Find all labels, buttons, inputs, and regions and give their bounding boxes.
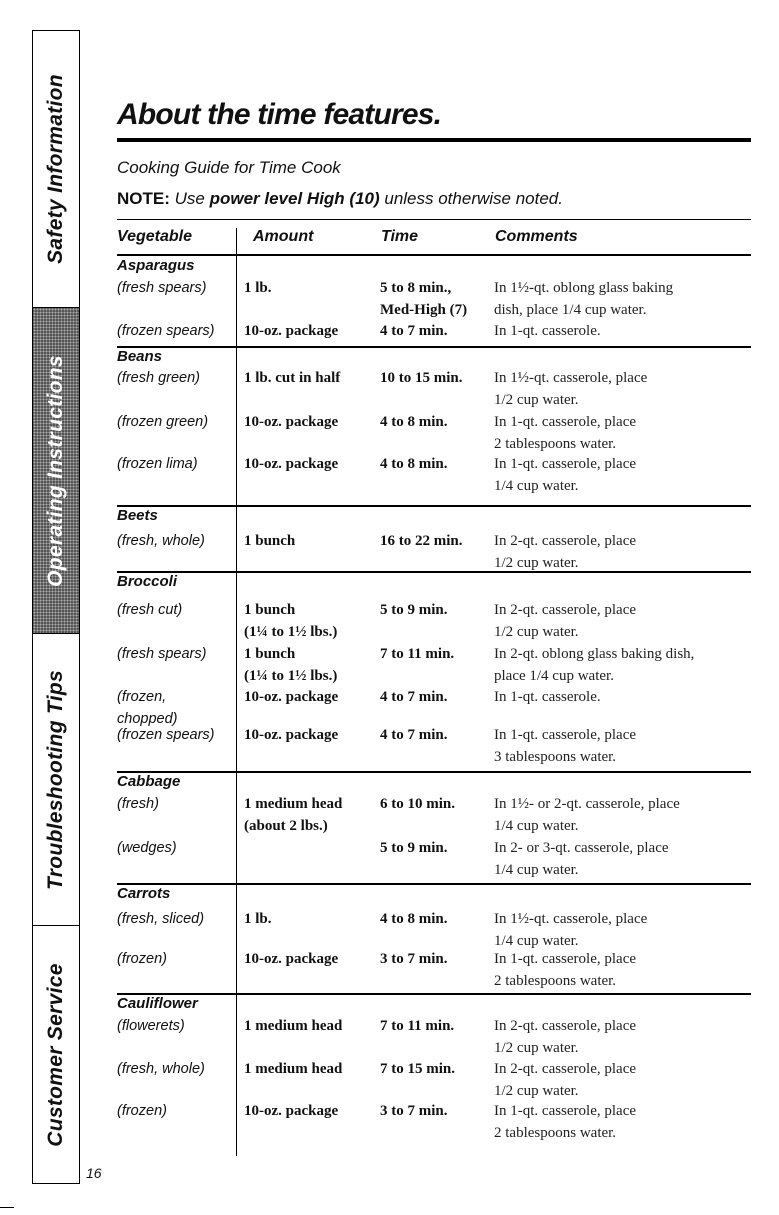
- time-cell: 7 to 15 min.: [380, 1061, 455, 1077]
- amount-cell: 1 lb. cut in half: [244, 370, 341, 386]
- tab-operating-instructions[interactable]: [33, 308, 79, 634]
- comments-cell: In 2-qt. casserole, place 1/2 cup water.: [494, 1018, 637, 1056]
- vegetable-name: Cauliflower: [117, 995, 198, 1012]
- vegetable-type: (fresh cut): [117, 602, 183, 618]
- comments-cell: In 1½-qt. casserole, place 1/2 cup water.: [494, 370, 648, 408]
- time-cell: 7 to 11 min.: [380, 1018, 455, 1034]
- amount-cell: 10-oz. package: [244, 456, 339, 472]
- corner-mark: [0, 1207, 14, 1208]
- table-header-divider: [117, 254, 751, 256]
- note-text: Use: [174, 189, 210, 208]
- time-cell: 5 to 8 min., Med-High (7): [380, 280, 468, 318]
- vegetable-name: Carrots: [117, 885, 171, 902]
- amount-cell: 10-oz. package: [244, 689, 339, 705]
- page-subtitle: Cooking Guide for Time Cook: [117, 158, 341, 177]
- vegetable-type: (wedges): [117, 840, 177, 856]
- time-cell: 4 to 7 min.: [380, 727, 448, 743]
- vegetable-type: (frozen): [117, 951, 167, 967]
- note-label: NOTE:: [117, 189, 170, 208]
- time-cell: 5 to 9 min.: [380, 602, 448, 618]
- vegetable-name: Asparagus: [117, 257, 195, 274]
- tab-safety-information[interactable]: [33, 31, 79, 308]
- time-cell: 6 to 10 min.: [380, 796, 455, 812]
- vegetable-type: (fresh, whole): [117, 1061, 205, 1077]
- header-amount: Amount: [253, 228, 314, 245]
- page-number: 16: [86, 1165, 102, 1181]
- comments-cell: In 1-qt. casserole, place 3 tablespoons water.: [494, 727, 637, 765]
- amount-cell: 1 bunch (1¼ to 1½ lbs.): [244, 602, 338, 640]
- comments-cell: In 1-qt. casserole.: [494, 689, 601, 705]
- title-divider: [117, 138, 751, 142]
- vegetable-type: (fresh, whole): [117, 533, 205, 549]
- amount-cell: 10-oz. package: [244, 951, 339, 967]
- comments-cell: In 1-qt. casserole, place 2 tablespoons water.: [494, 951, 637, 989]
- tab-customer-service[interactable]: [33, 926, 79, 1183]
- group-divider: [117, 993, 751, 995]
- note-emphasis: power level High (10): [209, 189, 380, 208]
- vegetable-type: (fresh green): [117, 370, 201, 386]
- note-divider: [117, 219, 751, 220]
- comments-cell: In 1-qt. casserole, place 1/4 cup water.: [494, 456, 637, 494]
- time-cell: 5 to 9 min.: [380, 840, 448, 856]
- amount-cell: 1 lb.: [244, 280, 272, 296]
- comments-cell: In 1-qt. casserole, place 2 tablespoons water.: [494, 1103, 637, 1141]
- vegetable-type: (frozen green): [117, 414, 209, 430]
- amount-cell: 10-oz. package: [244, 323, 339, 339]
- tab-label: Safety Information: [44, 74, 67, 264]
- vegetable-type: (fresh spears): [117, 280, 207, 296]
- time-cell: 7 to 11 min.: [380, 646, 455, 662]
- comments-cell: In 1-qt. casserole.: [494, 323, 601, 339]
- amount-cell: 10-oz. package: [244, 1103, 339, 1119]
- time-cell: 4 to 7 min.: [380, 323, 448, 339]
- amount-cell: 1 medium head: [244, 1018, 343, 1034]
- vegetable-type: (fresh spears): [117, 646, 207, 662]
- column-divider: [236, 228, 237, 1156]
- comments-cell: In 2-qt. oblong glass baking dish, place 1/4 cup water.: [494, 646, 695, 684]
- amount-cell: 1 bunch (1¼ to 1½ lbs.): [244, 646, 338, 684]
- comments-cell: In 1½- or 2-qt. casserole, place 1/4 cup water.: [494, 796, 680, 834]
- comments-cell: In 2-qt. casserole, place 1/2 cup water.: [494, 533, 637, 571]
- vegetable-type: (frozen): [117, 1103, 167, 1119]
- header-vegetable: Vegetable: [117, 228, 192, 245]
- header-time: Time: [381, 228, 419, 245]
- amount-cell: 1 medium head (about 2 lbs.): [244, 796, 343, 834]
- group-divider: [117, 505, 751, 507]
- time-cell: 10 to 15 min.: [380, 370, 463, 386]
- time-cell: 3 to 7 min.: [380, 1103, 448, 1119]
- amount-cell: 10-oz. package: [244, 727, 339, 743]
- time-cell: 4 to 8 min.: [380, 456, 448, 472]
- group-divider: [117, 571, 751, 573]
- group-divider: [117, 771, 751, 773]
- note-line: [117, 189, 563, 209]
- group-divider: [117, 883, 751, 885]
- vegetable-type: (flowerets): [117, 1018, 185, 1034]
- section-sidebar: [32, 30, 80, 1184]
- vegetable-type: (fresh, sliced): [117, 911, 205, 927]
- vegetable-name: Beets: [117, 507, 158, 524]
- vegetable-name: Beans: [117, 348, 163, 365]
- note-text-end: unless otherwise noted.: [379, 189, 563, 208]
- tab-label: Troubleshooting Tips: [44, 669, 67, 890]
- time-cell: 3 to 7 min.: [380, 951, 448, 967]
- comments-cell: In 2-qt. casserole, place 1/2 cup water.: [494, 1061, 637, 1099]
- amount-cell: 1 bunch: [244, 533, 296, 549]
- time-cell: 4 to 8 min.: [380, 911, 448, 927]
- tab-label: Customer Service: [44, 962, 67, 1147]
- comments-cell: In 2-qt. casserole, place 1/2 cup water.: [494, 602, 637, 640]
- group-divider: [117, 346, 751, 348]
- time-cell: 4 to 8 min.: [380, 414, 448, 430]
- page-title: About the time features.: [117, 98, 442, 131]
- vegetable-type: (frozen lima): [117, 456, 198, 472]
- amount-cell: 1 medium head: [244, 1061, 343, 1077]
- amount-cell: 1 lb.: [244, 911, 272, 927]
- vegetable-name: Cabbage: [117, 773, 181, 790]
- comments-cell: In 1-qt. casserole, place 2 tablespoons water.: [494, 414, 637, 452]
- header-comments: Comments: [495, 228, 578, 245]
- table-header: [117, 225, 751, 253]
- tab-label: Operating Instructions: [44, 354, 67, 587]
- comments-cell: In 2- or 3-qt. casserole, place 1/4 cup water.: [494, 840, 669, 878]
- vegetable-type: (frozen, chopped): [117, 689, 178, 727]
- comments-cell: In 1½-qt. oblong glass baking dish, place 1/4 cup water.: [494, 280, 674, 318]
- tab-troubleshooting-tips[interactable]: [33, 634, 79, 926]
- vegetable-name: Broccoli: [117, 573, 178, 590]
- vegetable-type: (frozen spears): [117, 727, 215, 743]
- vegetable-type: (fresh): [117, 796, 159, 812]
- comments-cell: In 1½-qt. casserole, place 1/4 cup water.: [494, 911, 648, 949]
- time-cell: 16 to 22 min.: [380, 533, 463, 549]
- amount-cell: 10-oz. package: [244, 414, 339, 430]
- vegetable-type: (frozen spears): [117, 323, 215, 339]
- time-cell: 4 to 7 min.: [380, 689, 448, 705]
